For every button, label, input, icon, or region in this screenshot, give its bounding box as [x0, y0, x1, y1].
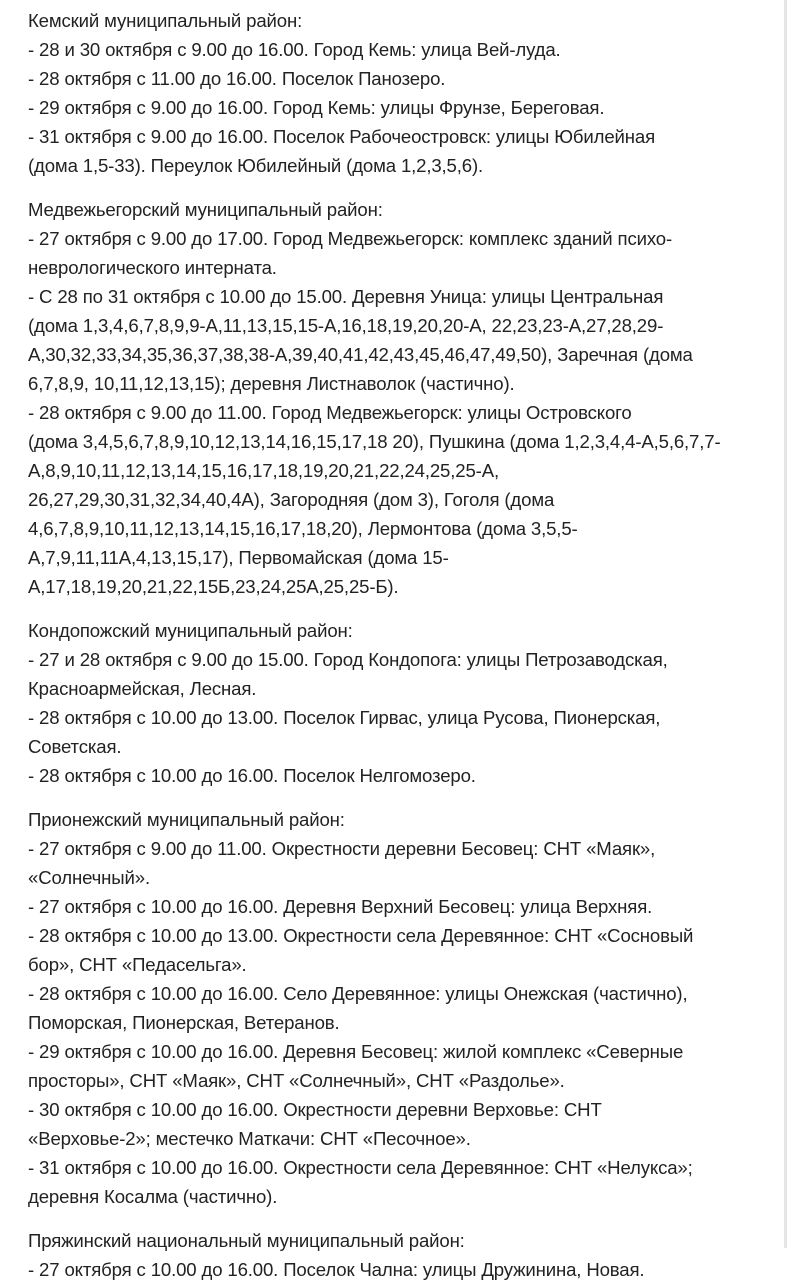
schedule-line: - 27 октября с 9.00 до 17.00. Город Медвежьегорск: комплекс зданий психо- [28, 228, 673, 249]
schedule-line: - 29 октября с 10.00 до 16.00. Деревня Бесовец: жилой комплекс «Северные [28, 1041, 684, 1062]
schedule-line: А,30,32,33,34,35,36,37,38,38-А,39,40,41,42,43,45,46,47,49,50), Заречная (дома [28, 344, 693, 365]
schedule-line: 6,7,8,9, 10,11,12,13,15); деревня Листнаволок (частично). [28, 373, 515, 394]
schedule-line: «Верховье-2»; местечко Маткачи: СНТ «Песочное». [28, 1128, 471, 1149]
schedule-line: просторы», СНТ «Маяк», СНТ «Солнечный», СНТ «Раздолье». [28, 1070, 565, 1091]
schedule-line: - 28 и 30 октября с 9.00 до 16.00. Город Кемь: улица Вей-луда. [28, 39, 561, 60]
schedule-line: деревня Косалма (частично). [28, 1186, 278, 1207]
district-section-kem [28, 6, 777, 180]
schedule-line: - 28 октября с 10.00 до 13.00. Окрестности села Деревянное: СНТ «Сосновый [28, 925, 694, 946]
schedule-line: (дома 3,4,5,6,7,8,9,10,12,13,14,16,15,17,18 20), Пушкина (дома 1,2,3,4,4-А,5,6,7,7- [28, 431, 721, 452]
schedule-line: А,8,9,10,11,12,13,14,15,16,17,18,19,20,21,22,24,25,25-А, [28, 460, 499, 481]
schedule-line: 4,6,7,8,9,10,11,12,13,14,15,16,17,18,20), Лермонтова (дома 3,5,5- [28, 518, 578, 539]
schedule-line: - 27 и 28 октября с 9.00 до 15.00. Город Кондопога: улицы Петрозаводская, [28, 649, 668, 670]
district-section-kondopoga [28, 616, 777, 790]
schedule-line: - 31 октября с 10.00 до 16.00. Окрестности села Деревянное: СНТ «Нелукса»; [28, 1157, 693, 1178]
district-heading: Медвежьегорский муниципальный район: [28, 199, 383, 220]
schedule-line: «Солнечный». [28, 867, 150, 888]
schedule-line: - 29 октября с 9.00 до 16.00. Город Кемь: улицы Фрунзе, Береговая. [28, 97, 605, 118]
schedule-line: (дома 1,3,4,6,7,8,9,9-А,11,13,15,15-А,16,18,19,20,20-А, 22,23,23-А,27,28,29- [28, 315, 664, 336]
schedule-line: - 27 октября с 10.00 до 16.00. Поселок Чална: улицы Дружинина, Новая. [28, 1259, 645, 1280]
district-section-medvezhyegorsk [28, 195, 777, 601]
schedule-line: - 28 октября с 9.00 до 11.00. Город Медвежьегорск: улицы Островского [28, 402, 632, 423]
schedule-line: - 28 октября с 10.00 до 16.00. Село Деревянное: улицы Онежская (частично), [28, 983, 688, 1004]
schedule-line: Красноармейская, Лесная. [28, 678, 257, 699]
district-heading: Кондопожский муниципальный район: [28, 620, 353, 641]
schedule-line: - 27 октября с 9.00 до 11.00. Окрестности деревни Бесовец: СНТ «Маяк», [28, 838, 656, 859]
schedule-line: - 31 октября с 9.00 до 16.00. Поселок Рабочеостровск: улицы Юбилейная [28, 126, 655, 147]
district-section-prionezhsky [28, 805, 777, 1211]
schedule-line: А,7,9,11,11А,4,13,15,17), Первомайская (дома 15- [28, 547, 449, 568]
schedule-line: - С 28 по 31 октября с 10.00 до 15.00. Деревня Уница: улицы Центральная [28, 286, 664, 307]
schedule-line: А,17,18,19,20,21,22,15Б,23,24,25А,25,25-Б). [28, 576, 399, 597]
schedule-line: - 28 октября с 10.00 до 16.00. Поселок Нелгомозеро. [28, 765, 476, 786]
schedule-line: - 30 октября с 10.00 до 16.00. Окрестности деревни Верховье: СНТ [28, 1099, 602, 1120]
schedule-line: Советская. [28, 736, 122, 757]
district-heading: Пряжинский национальный муниципальный район: [28, 1230, 465, 1251]
schedule-line: (дома 1,5-33). Переулок Юбилейный (дома 1,2,3,5,6). [28, 155, 484, 176]
district-heading: Прионежский муниципальный район: [28, 809, 345, 830]
schedule-line: бор», СНТ «Педасельга». [28, 954, 247, 975]
schedule-line: неврологического интерната. [28, 257, 277, 278]
schedule-line: - 28 октября с 10.00 до 13.00. Поселок Гирвас, улица Русова, Пионерская, [28, 707, 661, 728]
schedule-line: - 28 октября с 11.00 до 16.00. Поселок Панозеро. [28, 68, 446, 89]
schedule-line: 26,27,29,30,31,32,34,40,4А), Загородняя (дом 3), Гоголя (дома [28, 489, 555, 510]
district-heading: Кемский муниципальный район: [28, 10, 303, 31]
schedule-line: - 27 октября с 10.00 до 16.00. Деревня Верхний Бесовец: улица Верхняя. [28, 896, 653, 917]
district-section-pryazha [28, 1226, 777, 1284]
schedule-line: Поморская, Пионерская, Ветеранов. [28, 1012, 340, 1033]
